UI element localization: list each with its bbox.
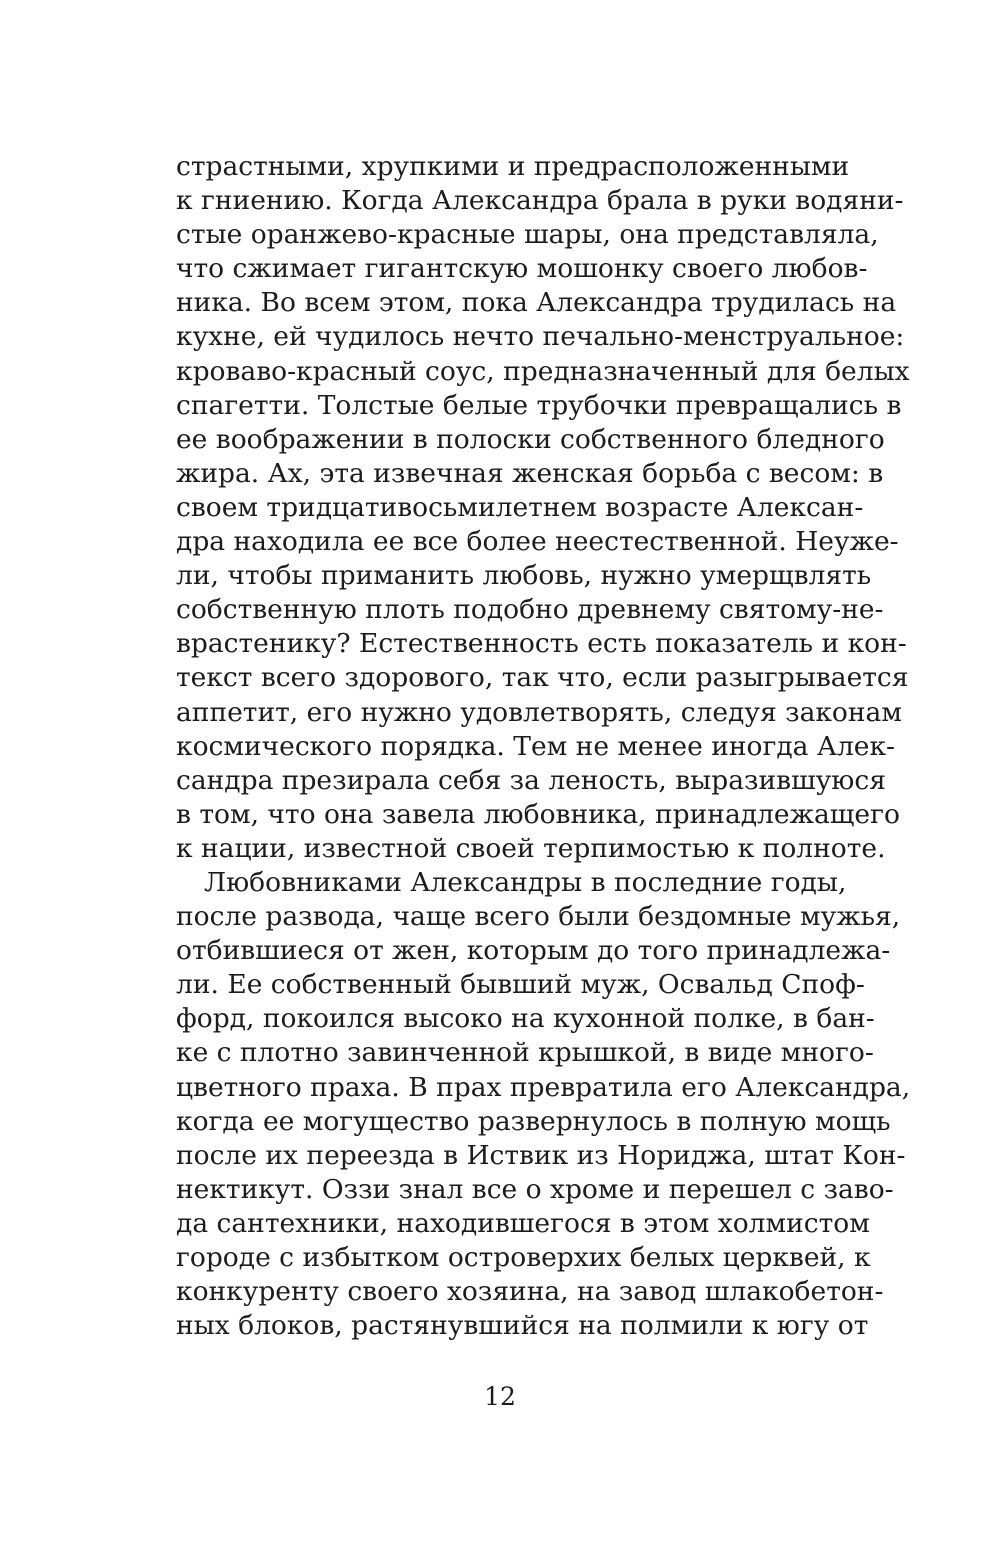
text-line: собственную плоть подобно древнему святому-не-: [176, 594, 884, 626]
text-line: что сжимает гигантскую мошонку своего любов-: [176, 253, 868, 285]
text-line: космического порядка. Тем не менее иногда Алек-: [176, 730, 895, 762]
page-number: 12: [484, 1382, 516, 1411]
text-line: аппетит, его нужно удовлетворять, следуя законам: [176, 696, 902, 728]
text-line: ли. Ее собственный бывший муж, Освальд Споф-: [176, 969, 865, 1001]
text-line: к гниению. Когда Александра брала в руки водяни-: [176, 185, 904, 217]
text-line: ли, чтобы приманить любовь, нужно умерщвлять: [176, 560, 872, 592]
text-line: ке с плотно завинченной крышкой, в виде много-: [176, 1037, 874, 1069]
text-line: своем тридцативосьмилетнем возрасте Алексан-: [176, 491, 864, 523]
text-line: спагетти. Толстые белые трубочки превращались в: [176, 389, 902, 421]
paragraph-2: [176, 866, 911, 1343]
text-line: кухне, ей чудилось нечто печально-менструальное:: [176, 321, 905, 353]
text-line: отбившиеся от жен, которым до того принадлежа-: [176, 935, 891, 967]
text-line: в том, что она завела любовника, принадлежащего: [176, 798, 900, 830]
text-line: кроваво-красный соус, предназначенный для белых: [176, 355, 910, 387]
text-line: дра находила ее все более неестественной. Неуже-: [176, 526, 899, 558]
text-line: ника. Во всем этом, пока Александра трудилась на: [176, 287, 897, 319]
text-line: когда ее могущество развернулось в полную мощь: [176, 1105, 891, 1137]
paragraph-1: [176, 150, 910, 866]
text-line: текст всего здорового, так что, если разыгрывается: [176, 662, 909, 694]
text-line: жира. Ах, эта извечная женская борьба с весом: в: [176, 457, 884, 489]
text-line: ее воображении в полоски собственного бледного: [176, 423, 885, 455]
text-line: страстными, хрупкими и предрасположенными: [176, 151, 850, 182]
text-line: цветного праха. В прах превратила его Александра,: [176, 1071, 911, 1103]
text-line: врастенику? Естественность есть показатель и кон-: [176, 628, 907, 660]
text-line: форд, покоился высоко на кухонной полке, в бан-: [176, 1003, 875, 1035]
text-line: да сантехники, находившегося в этом холмистом: [176, 1207, 870, 1239]
text-line: к нации, известной своей терпимостью к полноте.: [176, 832, 886, 864]
text-line: конкуренту своего хозяина, на завод шлакобетон-: [176, 1276, 884, 1308]
text-line: после развода, чаще всего были бездомные мужья,: [176, 901, 901, 933]
text-line: ных блоков, растянувшийся на полмили к югу от: [176, 1310, 869, 1342]
text-line: городе с избытком островерхих белых церквей, к: [176, 1242, 871, 1273]
body-text: [176, 150, 911, 1343]
text-line: Любовниками Александры в последние годы,: [204, 866, 847, 898]
text-line: сандра презирала себя за леность, выразившуюся: [176, 764, 886, 796]
text-line: стые оранжево-красные шары, она представляла,: [176, 219, 879, 251]
text-line: нектикут. Оззи знал все о хроме и перешел с заво-: [176, 1173, 894, 1205]
text-line: после их переезда в Иствик из Нориджа, штат Кон-: [176, 1139, 906, 1171]
